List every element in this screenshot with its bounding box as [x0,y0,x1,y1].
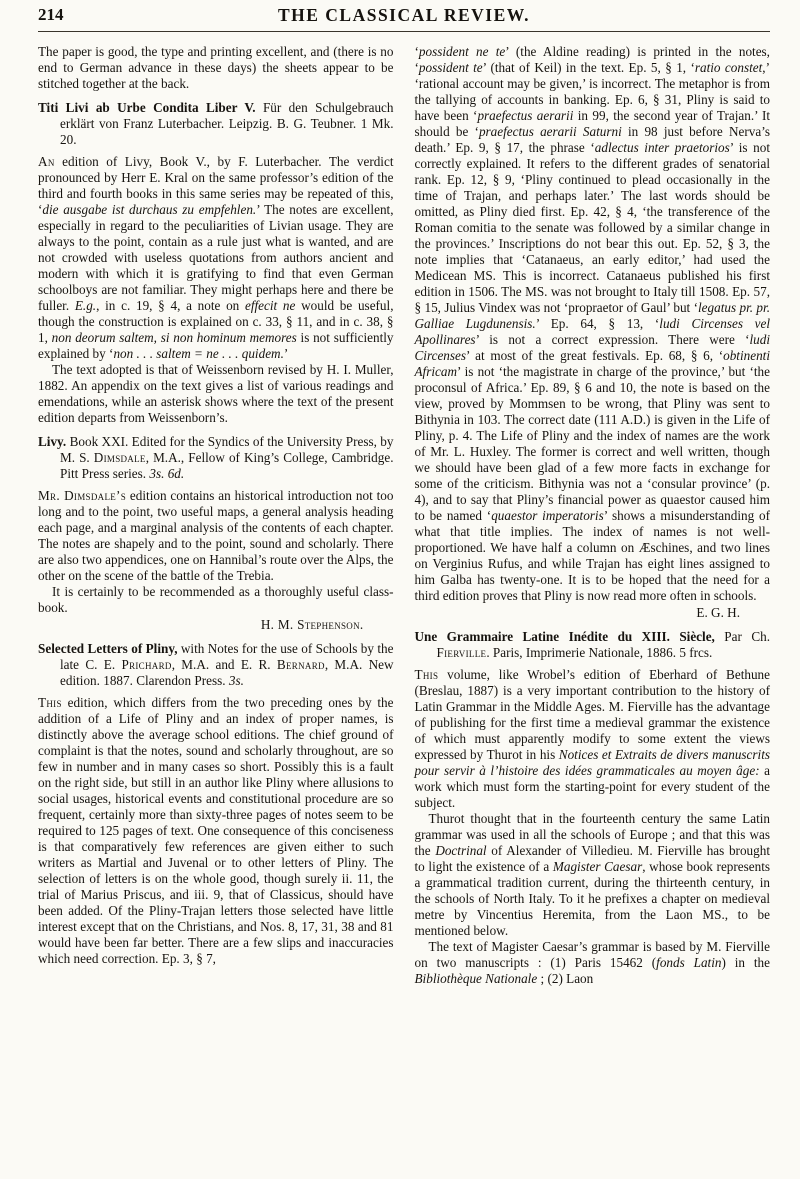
page-header [38,5,770,29]
journal-title: THE CLASSICAL REVIEW. [277,5,531,25]
page-body [38,44,770,987]
review-body-paragraph: This edition, which differs from the two preceding ones by the addition of a Life of Pliny and an index of proper names, is distinctly above the average school editions. The chief ground of complaint is that the notes, sound and scholarly throughout, are so few in number and in many cases so short. Possibly this is a fault on the right side, but still in an author like Pliny where allusions to social usages, historical events and constitutional procedure are so frequent, certainly more than sixty-three pages of notes seem to be required to 125 pages of text. One consequence of this conciseness is that comparatively few references are given either to such writers as Martial and Juvenal or to other letters of Pliny. The selection of letters is on the whole good, though surely ii. 11, the trial of Marius Priscus, and iii. 9, that of Classicus, should have been added. Of the Pliny-Trajan letters those selected have little interest except that on the Christians, and Nos. 8, 17, 31, 38 and 81 would have been far better. There are a few slips and inaccuracies which need correction. Ep. 3, § 7, [38,695,394,966]
review-heading-pliny-letters: Selected Letters of Pliny, with Notes for the use of Schools by the late C. E. Prichard, M.A. and E. R. Bernard, M.A. New edition. 1887. Clarendon Press. 3s. [38,641,394,688]
reviewer-signature: E. G. H. [696,605,740,620]
header-rule [38,31,770,32]
page-number: 214 [38,5,64,24]
review-body-paragraph: Mr. Dimsdale’s edition contains an historical introduction not too long and to the point, two useful maps, a general analysis heading each page, and a marginal analysis of the contents of each chapter. The notes are shapely and to the point, sound and scholarly. There are also two appendices, one on Hannibal’s route over the Alps, the other on the scene of the battle of the Trebia. [38,488,394,583]
review-body-paragraph: The text adopted is that of Weissenborn revised by H. I. Muller, 1882. An appendix on the text gives a list of various readings and emendations, while an asterisk shows where the text of the present edition departs from Weissenborn’s. [38,362,394,425]
review-body-paragraph: An edition of Livy, Book V., by F. Luterbacher. The verdict pronounced by Herr E. Kral on the same professor’s edition of the third and fourth books in this same series may be repeated of this, ‘die ausgabe ist durchaus zu empfehlen.’ The notes are excellent, especially in regard to the peculiarities of Livian usage. They are always to the point, contain as a rule just what is wanted, and are not crowded with useless quotations from authors ancient and modern with which it is gratifying to find that even German schoolboys are not familiar. They might perhaps here and there be fuller. E.g., in c. 19, § 4, a note on effecit ne would be useful, though the construction is explained on c. 33, § 11, and in c. 38, § 1, non deorum saltem, si non hominum memores is not sufficiently explained by ‘non . . . saltem = ne . . . quidem.’ [38,154,394,361]
review-heading-livy-xxi: Livy. Book XXI. Edited for the Syndics of the University Press, by M. S. Dimsdale, M.A., Fellow of King’s College, Cambridge. Pitt Press series. 3s. 6d. [38,434,394,481]
left-column [38,44,394,987]
reviewer-signature: H. M. Stephenson. [260,617,364,632]
right-column [415,44,771,987]
review-body-paragraph: Thurot thought that in the fourteenth century the same Latin grammar was used in all the schools of Europe ; and that this was the Doctrinal of Alexander of Villedieu. M. Fierville has brought to light the existence of a Magister Caesar, whose book represents a grammatical tradition current, during the thirteenth century, in the schools of North Italy. To it he prefixes a chapter on medieval metre by Vincentius Heremita, from the Laon MS., to be mentioned below. [414,811,771,938]
review-heading-titi-livi: Titi Livi ab Urbe Condita Liber V. Für den Schulgebrauch erklärt von Franz Luterbacher. Leipzig. B. G. Teubner. 1 Mk. 20. [38,100,394,147]
continuation-paragraph: ‘possident ne te’ (the Aldine reading) is printed in the notes, ‘possident te’ (that of Keil) in the text. Ep. 5, § 1, ‘ratio constet,’ ‘rational account may be given,’ is incorrect. The metaphor is from the tallying of accounts in banking. Ep. 6, § 31, Pliny is said to have been ‘praefectus aerarii in 99, the second year of Trajan.’ It should be ‘praefectus aerarii Saturni in 98 just before Nerva’s death.’ Ep. 9, § 17, the phrase ‘adlectus inter praetorios’ is not correctly explained. It refers to the different grades of senatorial rank. Ep. 12, § 9, ‘Pliny continued to plead occasionally in the time of Trajan, and perhaps later.’ The last words should be omitted, as Pliny died first. Ep. 42, § 4, ‘the transference of the Roman comitia to the senate was followed by a similar change in the provinces.’ Inscriptions do not bear this out. Ep. 52, § 3, the note implies that ‘Catanaeus, an early editor,’ had used the Medicean MS. This is incorrect. Catanaeus published his first edition in 1506. The MS. was not brought to Italy till 1508. Ep. 57, § 15, Julius Vindex was not ‘propraetor of Gaul’ but ‘legatus pr. pr. Galliae Lugdunensis.’ Ep. 64, § 13, ‘ludi Circenses vel Apollinares’ is not a correct expression. There were ‘ludi Circenses’ at most of the great festivals. Ep. 68, § 6, ‘obtinenti Africam’ is not ‘the magistrate in charge of the province,’ but ‘the proconsul of Africa.’ Ep. 89, § 6 and 10, the note is based on the view, proved by Mommsen to be wrong, that Pliny was sent to Bithynia in 103. The correct date (111 A.D.) is given in the Life of Pliny, p. 4. The Life of Pliny and the index of names are the work of Mr. L. Huxley. The former is correct and well written, though we should have been glad of a few more facts in exchange for some of the criticism. Bithynia was not a ‘consular province’ (p. 4), and to say that Pliny’s financial power as quaestor caused him to be named ‘quaestor imperatoris’ shows a misunderstanding of what that title implies. The index of names is not well-proportioned. We have half a column on Æschines, and two lines on Verginius Rufus, and while Trajan has eight lines assigned to him Galba has twenty-one. It is to be hoped that the need for a third edition proves that Pliny is now read more often in schools. [414,44,771,603]
review-body-paragraph: This volume, like Wrobel’s edition of Eberhard of Bethune (Breslau, 1887) is a very important contribution to the history of Latin Grammar in the Middle Ages. M. Fierville has the advantage of publishing for the first time a medieval grammar the existence of which must apparently modify to some extent the views expressed by Thurot in his Notices et Extraits de divers manuscrits pour servir à l’histoire des idées grammaticales au moyen âge: a work which must form the starting-point for every student of the subject. [414,667,771,810]
review-body-paragraph: The text of Magister Caesar’s grammar is based by M. Fierville on two manuscripts : (1) Paris 15462 (fonds Latin) in the Bibliothèque Nationale ; (2) Laon [414,939,770,986]
continuation-paragraph: The paper is good, the type and printing excellent, and (there is no end to German advance in these days) the sheets appear to be stitched together at the back. [38,44,394,91]
review-body-paragraph: It is certainly to be recommended as a thoroughly useful class-book. [38,584,394,615]
review-heading-grammaire-latine: Une Grammaire Latine Inédite du XIII. Siècle, Par Ch. Fierville. Paris, Imprimerie Nationale, 1886. 5 frcs. [414,629,771,660]
